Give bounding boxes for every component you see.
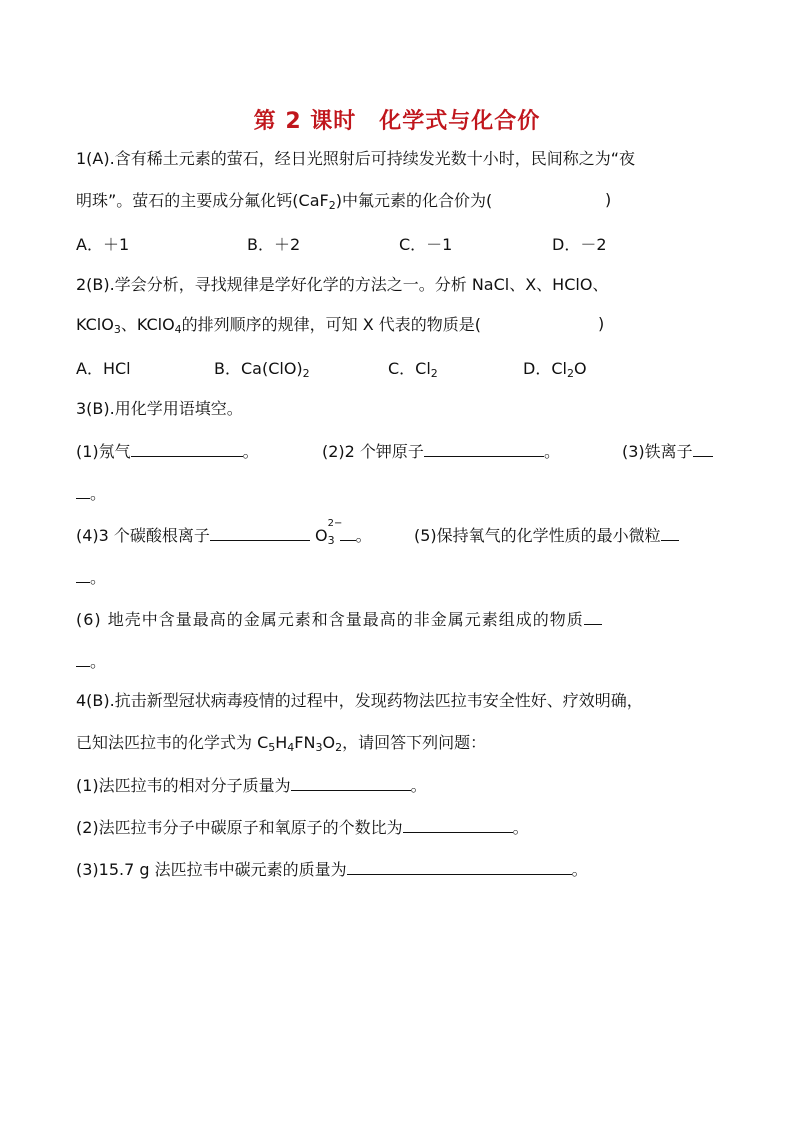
q2-answer-paren-close: )	[598, 314, 605, 333]
q4-part2	[76, 816, 529, 839]
q3-part6-period: 。	[90, 652, 107, 671]
q4-part3	[76, 858, 588, 881]
q2-option-d[interactable]	[523, 356, 587, 380]
q2-sub3: 3	[113, 323, 121, 336]
q3-part5-cont	[76, 566, 106, 589]
q4-text-pre: 已知法匹拉韦的化学式为 C	[76, 733, 269, 752]
q4-part1	[76, 774, 427, 797]
q4-part2-period: 。	[512, 818, 529, 837]
q2-sub4: 4	[174, 323, 182, 336]
q3-stem: 3(B).用化学用语填空。	[76, 399, 243, 418]
q3-part2-label: (2)2 个钾原子	[322, 442, 424, 461]
q4-sub-n: 3	[315, 741, 323, 754]
q1-option-c[interactable]: C．－1	[399, 235, 453, 254]
q1-sub: 2	[328, 199, 336, 212]
q4-part1-answer-blank[interactable]	[291, 774, 411, 791]
q4-sub-h: 4	[287, 741, 295, 754]
q3-part1-period: 。	[242, 442, 259, 461]
q1-option-b[interactable]: B．＋2	[247, 235, 301, 254]
q3-part6-cont	[76, 650, 106, 673]
q3-part3-period: 。	[90, 484, 107, 503]
q3-part2-answer-blank[interactable]	[424, 440, 544, 457]
q2-kclo3: KClO	[76, 315, 114, 334]
q1-line1: 1(A).含有稀土元素的萤石，经日光照射后可持续发光数十小时，民间称之为“夜	[76, 149, 635, 168]
q1-text-pre: 明珠”。萤石的主要成分氟化钙(CaF	[76, 191, 329, 210]
q3-part5-label: (5)保持氧气的化学性质的最小微粒	[414, 526, 661, 545]
q3-part1-answer-blank[interactable]	[131, 440, 243, 457]
q4-part2-label: (2)法匹拉韦分子中碳原子和氧原子的个数比为	[76, 818, 403, 837]
q3-part4-formula: O	[315, 526, 328, 545]
q4-part3-answer-blank[interactable]	[347, 858, 572, 875]
q3-part5	[414, 524, 679, 547]
q3-part4-period: 。	[355, 526, 372, 545]
q3-part6-label: (6) 地壳中含量最高的金属元素和含量最高的非金属元素组成的物质	[76, 610, 584, 629]
q4-line1: 4(B).抗击新型冠状病毒疫情的过程中，发现药物法匹拉韦安全性好、疗效明确，	[76, 691, 643, 710]
q3-part2	[322, 440, 560, 463]
q3-part5-period: 。	[90, 568, 107, 587]
q3-part5-answer-blank[interactable]	[661, 524, 679, 541]
q3-part4	[76, 518, 372, 552]
q4-fn: FN	[294, 733, 316, 752]
q4-sub-c: 5	[268, 741, 276, 754]
q2-line2	[76, 314, 481, 341]
q3-part6-answer-blank-cont[interactable]	[76, 650, 90, 667]
q1-option-d[interactable]: D．－2	[552, 235, 607, 254]
q3-part1	[76, 440, 259, 463]
q2-option-c-text: C．Cl	[388, 359, 431, 378]
q3-part4-sub: 3	[327, 534, 335, 547]
q3-part4-sup: 2−	[327, 518, 343, 529]
q3-part3-cont	[76, 482, 106, 505]
q2-option-b[interactable]	[214, 356, 310, 380]
q1-answer-paren-close: )	[605, 190, 612, 209]
q3-part3-answer-blank[interactable]	[693, 440, 713, 457]
q4-sub-o: 2	[335, 741, 343, 754]
q3-part1-label: (1)氖气	[76, 442, 131, 461]
q4-part3-period: 。	[571, 860, 588, 879]
q4-line2	[76, 732, 486, 759]
q3-part2-period: 。	[543, 442, 560, 461]
q1-text-post: )中氟元素的化合价为(	[335, 191, 493, 210]
q2-option-a[interactable]: A．HCl	[76, 359, 131, 378]
q4-text-post: ，请回答下列问题：	[342, 733, 487, 752]
q3-part4-label: (4)3 个碳酸根离子	[76, 526, 210, 545]
q4-part1-label: (1)法匹拉韦的相对分子质量为	[76, 776, 291, 795]
q1-line2	[76, 190, 492, 217]
q2-kclo4: 、KClO	[120, 315, 175, 334]
q2-option-d-text: D．Cl	[523, 359, 567, 378]
q3-part6-answer-blank[interactable]	[584, 608, 602, 625]
q3-part3	[622, 440, 713, 463]
q3-part5-answer-blank-cont[interactable]	[76, 566, 90, 583]
q2-text-post: 的排列顺序的规律，可知 X 代表的物质是(	[181, 315, 482, 334]
q3-part3-label: (3)铁离子	[622, 442, 693, 461]
q2-option-d-post: O	[573, 359, 587, 378]
q3-part4-answer-blank[interactable]	[210, 524, 310, 541]
q4-part2-answer-blank[interactable]	[403, 816, 513, 833]
q4-part3-label: (3)15.7 g 法匹拉韦中碳元素的质量为	[76, 860, 347, 879]
q2-option-c-sub: 2	[430, 367, 438, 380]
q4-o: O	[322, 733, 336, 752]
q4-h: H	[275, 733, 288, 752]
q3-part6	[76, 608, 602, 631]
q1-option-a[interactable]: A．＋1	[76, 235, 130, 254]
q3-part4-charge	[327, 518, 343, 552]
q2-line1: 2(B).学会分析，寻找规律是学好化学的方法之一。分析 NaCl、X、HClO、	[76, 275, 609, 294]
q2-option-b-sub: 2	[302, 367, 310, 380]
q3-part3-answer-blank-cont[interactable]	[76, 482, 90, 499]
q2-option-d-sub: 2	[566, 367, 574, 380]
page-title: 第 2 课时 化学式与化合价	[253, 109, 541, 134]
q2-option-c[interactable]	[388, 356, 438, 380]
q4-part1-period: 。	[410, 776, 427, 795]
q2-option-b-text: B．Ca(ClO)	[214, 359, 303, 378]
